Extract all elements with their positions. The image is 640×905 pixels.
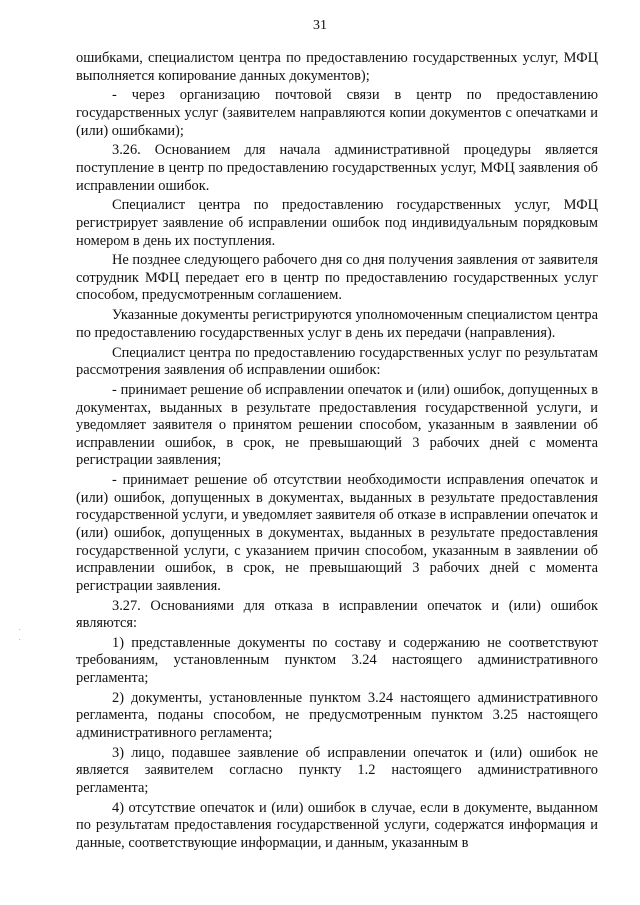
list-item-2: 2) документы, установленные пунктом 3.24 настоящего административного регламента, поданы способом, не предусмотренным пунктом 3.25 настоящего административного регламента; (76, 689, 598, 742)
paragraph-specialist-review: Специалист центра по предоставлению государственных услуг по результатам рассмотрения заявления об исправлении ошибок: (76, 344, 598, 379)
paragraph-3-26: 3.26. Основанием для начала административной процедуры является поступление в центр по предоставлению государственных услуг, МФЦ заявления об исправлении ошибок. (76, 142, 598, 194)
paragraph-decision-correction: - принимает решение об исправлении опечаток и (или) ошибок, допущенных в документах, выданных в результате предоставления государственной услуги, и уведомляет заявителя о принятом решении способом, указанным в заявлении об исправлении ошибок, в срок, не превышающий 3 рабочих дней с момента регистрации заявления; (76, 382, 598, 469)
paragraph-registered-docs: Указанные документы регистрируются уполномоченным специалистом центра по предоставлению государственных услуг в день их передачи (направления). (76, 307, 598, 341)
paragraph-continuation: ошибками, специалистом центра по предоставлению государственных услуг, МФЦ выполняется копирование данных документов); (76, 50, 598, 84)
list-item-4: 4) отсутствие опечаток и (или) ошибок в случае, если в документе, выданном по результатам предоставления государственной услуги, содержатся информация и данные, соответствующие информации, и данным, указанным в (76, 799, 598, 851)
list-item-1: 1) представленные документы по составу и содержанию не соответствуют требованиям, установленным пунктом 3.24 настоящего административного регламента; (76, 634, 598, 687)
paragraph-mail-submission: - через организацию почтовой связи в центр по предоставлению государственных услуг (заявителем направляются копии документов с опечатками и (или) ошибками); (76, 87, 598, 139)
paragraph-3-27: 3.27. Основаниями для отказа в исправлении опечаток и (или) ошибок являются: (76, 597, 598, 632)
document-body (76, 50, 598, 855)
list-item-3: 3) лицо, подавшее заявление об исправлении опечаток и (или) ошибок не является заявителем согласно пункту 1.2 настоящего административного регламента; (76, 744, 598, 796)
paragraph-decision-refusal: - принимает решение об отсутствии необходимости исправления опечаток и (или) ошибок, допущенных в документах, выданных в результате предоставления государственной услуги, и уведомляет заявителя об отказе в исправлении опечаток и (или) ошибок, допущенных в документах, выданных в результате предоставления государственной услуги, с указанием причин способом, указанным в заявлении об исправлении ошибок, в срок, не превышающий 3 рабочих дней с момента регистрации заявления. (76, 472, 598, 594)
paragraph-registration: Специалист центра по предоставлению государственных услуг, МФЦ регистрирует заявление об исправлении ошибок под индивидуальным порядковым номером в день их поступления. (76, 197, 598, 249)
page-number: 31 (313, 18, 327, 33)
paragraph-transfer: Не позднее следующего рабочего дня со дня получения заявления от заявителя сотрудник МФЦ передает его в центр по предоставлению государственных услуг способом, предусмотренным соглашением. (76, 252, 598, 304)
margin-mark: · · (18, 625, 22, 646)
